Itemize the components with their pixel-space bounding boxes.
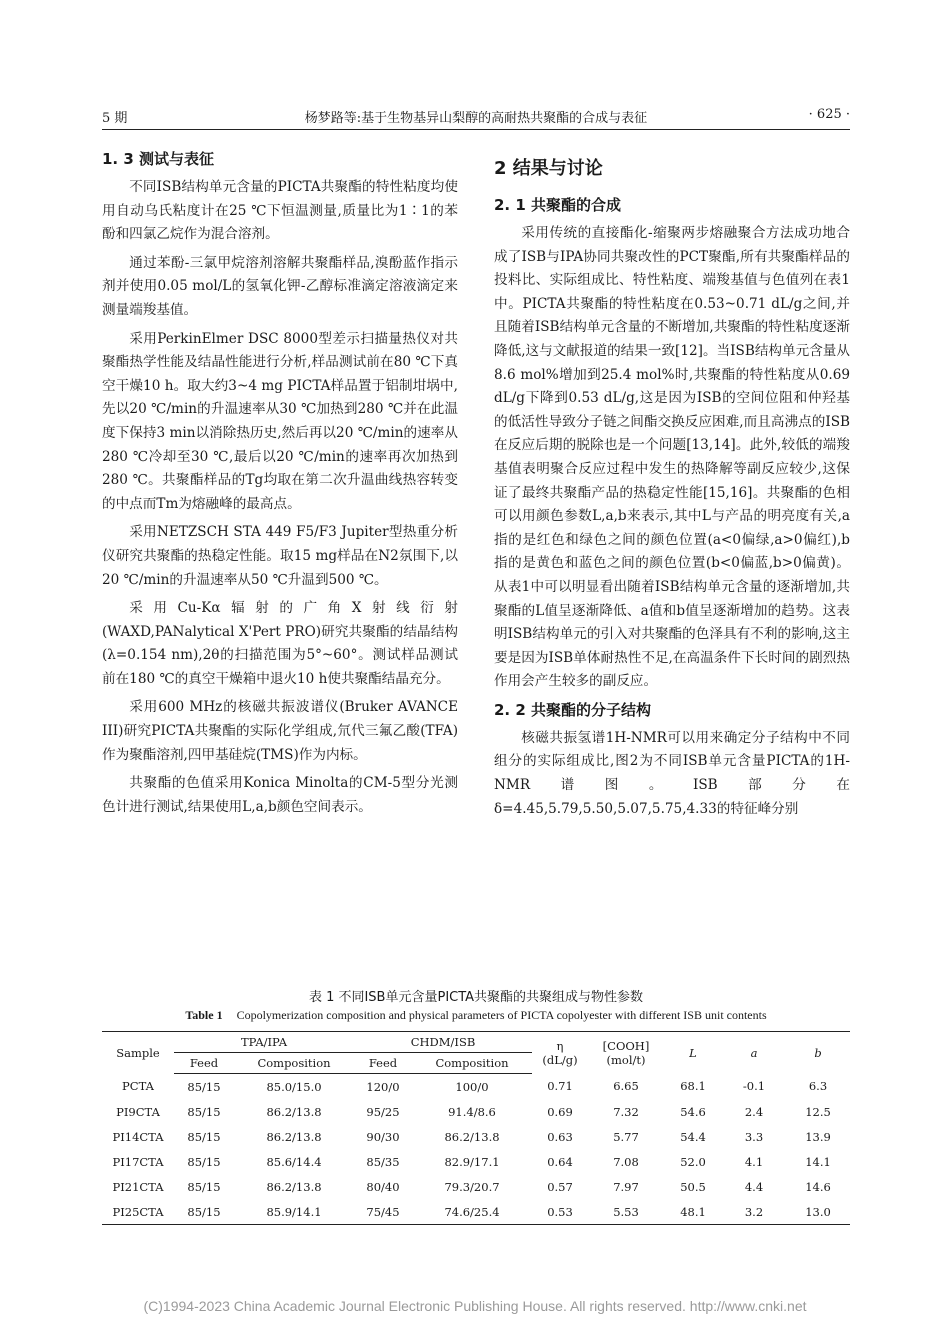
issue-number: 5 期 (102, 111, 128, 126)
col-header-chdm-feed: Feed (354, 1053, 412, 1074)
cell-chdm-feed: 120/0 (366, 1079, 400, 1094)
cell-L: 54.4 (680, 1129, 706, 1144)
col-header-a: a (722, 1032, 786, 1074)
cell-chdm-composition: 100/0 (455, 1079, 489, 1094)
cell-tpa-feed: 85/15 (187, 1154, 221, 1169)
cell-eta: 0.57 (547, 1179, 573, 1194)
cell-tpa-feed: 85/15 (187, 1179, 221, 1194)
cell-chdm-feed: 80/40 (366, 1179, 400, 1194)
cooh-unit: (mol/t) (606, 1052, 646, 1067)
cell-chdm-composition: 82.9/17.1 (444, 1154, 500, 1169)
cell-L: 52.0 (680, 1154, 706, 1169)
table-caption-text: Copolymerization composition and physical parameters of PICTA copolyester with different ISB unit contents (236, 1008, 767, 1022)
cell-tpa-composition: 85.0/15.0 (266, 1079, 322, 1094)
cell-cooh: 7.97 (613, 1179, 639, 1194)
right-column (494, 156, 850, 826)
cell-eta: 0.64 (547, 1154, 573, 1169)
paragraph: 采用600 MHz的核磁共振波谱仪(Bruker AVANCE III)研究PICTA共聚酯的实际化学组成,氘代三氟乙酸(TFA)作为聚酯溶剂,四甲基硅烷(TMS)作为内标。 (102, 699, 458, 763)
left-column (102, 148, 458, 824)
cell-a: 4.1 (744, 1154, 764, 1169)
cell-tpa-feed: 85/15 (187, 1129, 221, 1144)
cell-sample: PI9CTA (116, 1104, 160, 1119)
paragraph: 采用PerkinElmer DSC 8000型差示扫描量热仪对共聚酯热学性能及结晶性能进行分析,样品测试前在80 ℃下真空干燥10 h。取大约3~4 mg PICTA样品置于铝制坩埚中,先以20 ℃/min的升温速率从30 ℃加热到280 ℃并在此温度下保持3 min以消除热历史,然后再以20 ℃/min的速率从280 ℃冷却至30 ℃,最后以20 ℃/min的速率再次加热到280 ℃。共聚酯样品的Tg均取在第二次升温曲线热容转变的中点而Tm为熔融峰的最高点。 (102, 330, 458, 512)
cell-tpa-feed: 85/15 (187, 1079, 221, 1094)
cell-eta: 0.71 (547, 1079, 573, 1094)
section-heading-2-1: 2. 1 共聚酯的合成 (494, 196, 622, 214)
paragraph: 采用NETZSCH STA 449 F5/F3 Jupiter型热重分析仪研究共聚酯的热稳定性能。取15 mg样品在N2氛围下,以20 ℃/min的升温速率从50 ℃升温到500 ℃。 (102, 524, 458, 588)
col-header-tpa-composition: Composition (234, 1053, 354, 1074)
cell-a: -0.1 (742, 1079, 766, 1094)
col-header-sample: Sample (102, 1032, 174, 1074)
cell-chdm-composition: 74.6/25.4 (412, 1199, 532, 1225)
cell-chdm-feed: 95/25 (366, 1104, 400, 1119)
paragraph: 核磁共振氢谱1H-NMR可以用来确定分子结构中不同组分的实际组成比,图2为不同ISB单元含量PICTA的1H-NMR谱图。ISB部分在δ=4.45,5.79,5.50,5.07,5.75,4.33的特征峰分别 (494, 729, 850, 817)
col-header-eta (532, 1032, 588, 1074)
paragraph: 通过苯酚-三氯甲烷溶剂溶解共聚酯样品,溴酚蓝作指示剂并使用0.05 mol/L的氢氧化钾-乙醇标准滴定溶液滴定来测量端羧基值。 (102, 254, 458, 318)
cell-tpa-feed: 85/15 (174, 1199, 234, 1225)
cell-chdm-composition: 91.4/8.6 (448, 1104, 496, 1119)
cell-L: 48.1 (664, 1199, 722, 1225)
data-table (102, 1031, 850, 1225)
cell-b: 14.6 (805, 1179, 831, 1194)
cell-tpa-composition: 85.9/14.1 (234, 1199, 354, 1225)
cell-cooh: 7.32 (613, 1104, 639, 1119)
cell-cooh: 6.65 (613, 1079, 639, 1094)
eta-symbol: η (556, 1038, 564, 1053)
section-heading-2-2: 2. 2 共聚酯的分子结构 (494, 700, 652, 719)
table-row (102, 1199, 850, 1225)
cell-a: 4.4 (744, 1179, 764, 1194)
col-header-chdm-composition: Composition (412, 1053, 532, 1074)
cell-eta: 0.69 (547, 1104, 573, 1119)
cell-L: 68.1 (680, 1079, 706, 1094)
cell-chdm-feed: 75/45 (354, 1199, 412, 1225)
paragraph: 共聚酯的色值采用Konica Minolta的CM-5型分光测色计进行测试,结果使用L,a,b颜色空间表示。 (102, 775, 458, 815)
cell-cooh: 5.77 (613, 1129, 639, 1144)
cell-tpa-composition: 85.6/14.4 (266, 1154, 322, 1169)
cell-eta: 0.53 (532, 1199, 588, 1225)
cell-chdm-composition: 79.3/20.7 (444, 1179, 500, 1194)
section-heading-1-3: 1. 3 测试与表征 (102, 150, 215, 168)
cell-tpa-feed: 85/15 (187, 1104, 221, 1119)
cell-b: 13.0 (786, 1199, 850, 1225)
col-header-b: b (786, 1032, 850, 1074)
cell-chdm-composition: 86.2/13.8 (444, 1129, 500, 1144)
cell-cooh: 5.53 (588, 1199, 664, 1225)
cell-b: 14.1 (805, 1154, 831, 1169)
cell-b: 6.3 (808, 1079, 828, 1094)
cell-sample: PI14CTA (112, 1129, 164, 1144)
col-header-tpa-feed: Feed (174, 1053, 234, 1074)
cell-tpa-composition: 86.2/13.8 (266, 1179, 322, 1194)
section-heading-2: 2 结果与讨论 (494, 158, 603, 179)
table-row (102, 1174, 850, 1199)
cell-chdm-feed: 90/30 (366, 1129, 400, 1144)
col-header-tpa-ipa: TPA/IPA (174, 1032, 354, 1053)
copyright-footer: (C)1994-2023 China Academic Journal Electronic Publishing House. All rights reserved. http://www.cnki.net (143, 1298, 807, 1314)
table-row (102, 1099, 850, 1124)
table-row (102, 1124, 850, 1149)
cell-b: 12.5 (805, 1104, 831, 1119)
cell-cooh: 7.08 (613, 1154, 639, 1169)
cell-sample: PCTA (122, 1079, 154, 1094)
table-caption-en (102, 1008, 850, 1023)
col-header-cooh (588, 1032, 664, 1074)
paragraph: 采用Cu-Kα辐射的广角X射线衍射(WAXD,PANalytical X'Pert PRO)研究共聚酯的结晶结构(λ=0.154 nm),2θ的扫描范围为5°~60°。测试样品测试前在180 ℃的真空干燥箱中退火10 h使共聚酯结晶充分。 (102, 600, 458, 687)
cell-L: 50.5 (680, 1179, 706, 1194)
cooh-label: [COOH] (602, 1038, 650, 1053)
cell-sample: PI21CTA (112, 1179, 164, 1194)
cell-b: 13.9 (805, 1129, 831, 1144)
col-header-chdm-isb: CHDM/ISB (354, 1032, 532, 1053)
col-header-L: L (664, 1032, 722, 1074)
eta-unit: (dL/g) (542, 1052, 578, 1067)
table-row (102, 1149, 850, 1174)
cell-a: 3.3 (744, 1129, 764, 1144)
cell-sample: PI17CTA (112, 1154, 164, 1169)
cell-a: 3.2 (722, 1199, 786, 1225)
table-row (102, 1074, 850, 1100)
cell-a: 2.4 (744, 1104, 764, 1119)
cell-chdm-feed: 85/35 (366, 1154, 400, 1169)
running-title: 杨梦路等:基于生物基异山梨醇的高耐热共聚酯的合成与表征 (304, 111, 648, 126)
cell-tpa-composition: 86.2/13.8 (266, 1129, 322, 1144)
cell-eta: 0.63 (547, 1129, 573, 1144)
table-caption-label: Table 1 (185, 1008, 223, 1022)
cell-L: 54.6 (680, 1104, 706, 1119)
paragraph: 不同ISB结构单元含量的PICTA共聚酯的特性粘度均使用自动乌氏粘度计在25 ℃下恒温测量,质量比为1∶1的苯酚和四氯乙烷作为混合溶剂。 (102, 179, 458, 243)
cell-sample: PI25CTA (102, 1199, 174, 1225)
cell-tpa-composition: 86.2/13.8 (266, 1104, 322, 1119)
table-caption-cn: 表 1 不同ISB单元含量PICTA共聚酯的共聚组成与物性参数 (308, 990, 644, 1005)
page-number: · 625 · (808, 107, 850, 122)
paragraph: 采用传统的直接酯化-缩聚两步熔融聚合方法成功地合成了ISB与IPA协同共聚改性的PCT聚酯,所有共聚酯样品的投料比、实际组成比、特性粘度、端羧基值与色值列在表1中。PICTA共聚酯的特性粘度在0.53~0.71 dL/g之间,并且随着ISB结构单元含量的不断增加,共聚酯的特性粘度逐渐降低,这与文献报道的结果一致[12]。当ISB结构单元含量从8.6 mol%增加到25.4 mol%时,共聚酯的特性粘度从0.69 dL/g下降到0.53 dL/g,这是因为ISB的空间位阻和仲羟基的低活性导致分子链之间酯交换反应困难,而且高沸点的ISB在反应后期的脱除也是一个问题[13,14]。此外,较低的端羧基值表明聚合反应过程中发生的热降解等副反应较少,这保证了最终共聚酯产品的热稳定性能[15,16]。共聚酯的色相可以用颜色参数L,a,b来表示,其中L与产品的明亮度有关,a指的是红色和绿色之间的颜色位置(a<0偏绿,a>0偏红),b指的是黄色和蓝色之间的颜色位置(b<0偏蓝,b>0偏黄)。从表1中可以明显看出随着ISB结构单元含量的逐渐增加,共聚酯的L值呈逐渐降低、a值和b值呈逐渐增加的趋势。这表明ISB结构单元的引入对共聚酯的色泽具有不利的影响,这主要是因为ISB单体耐热性不足,在高温条件下长时间的剧烈热作用会产生较多的副反应。 (494, 225, 850, 690)
running-header (102, 107, 850, 130)
